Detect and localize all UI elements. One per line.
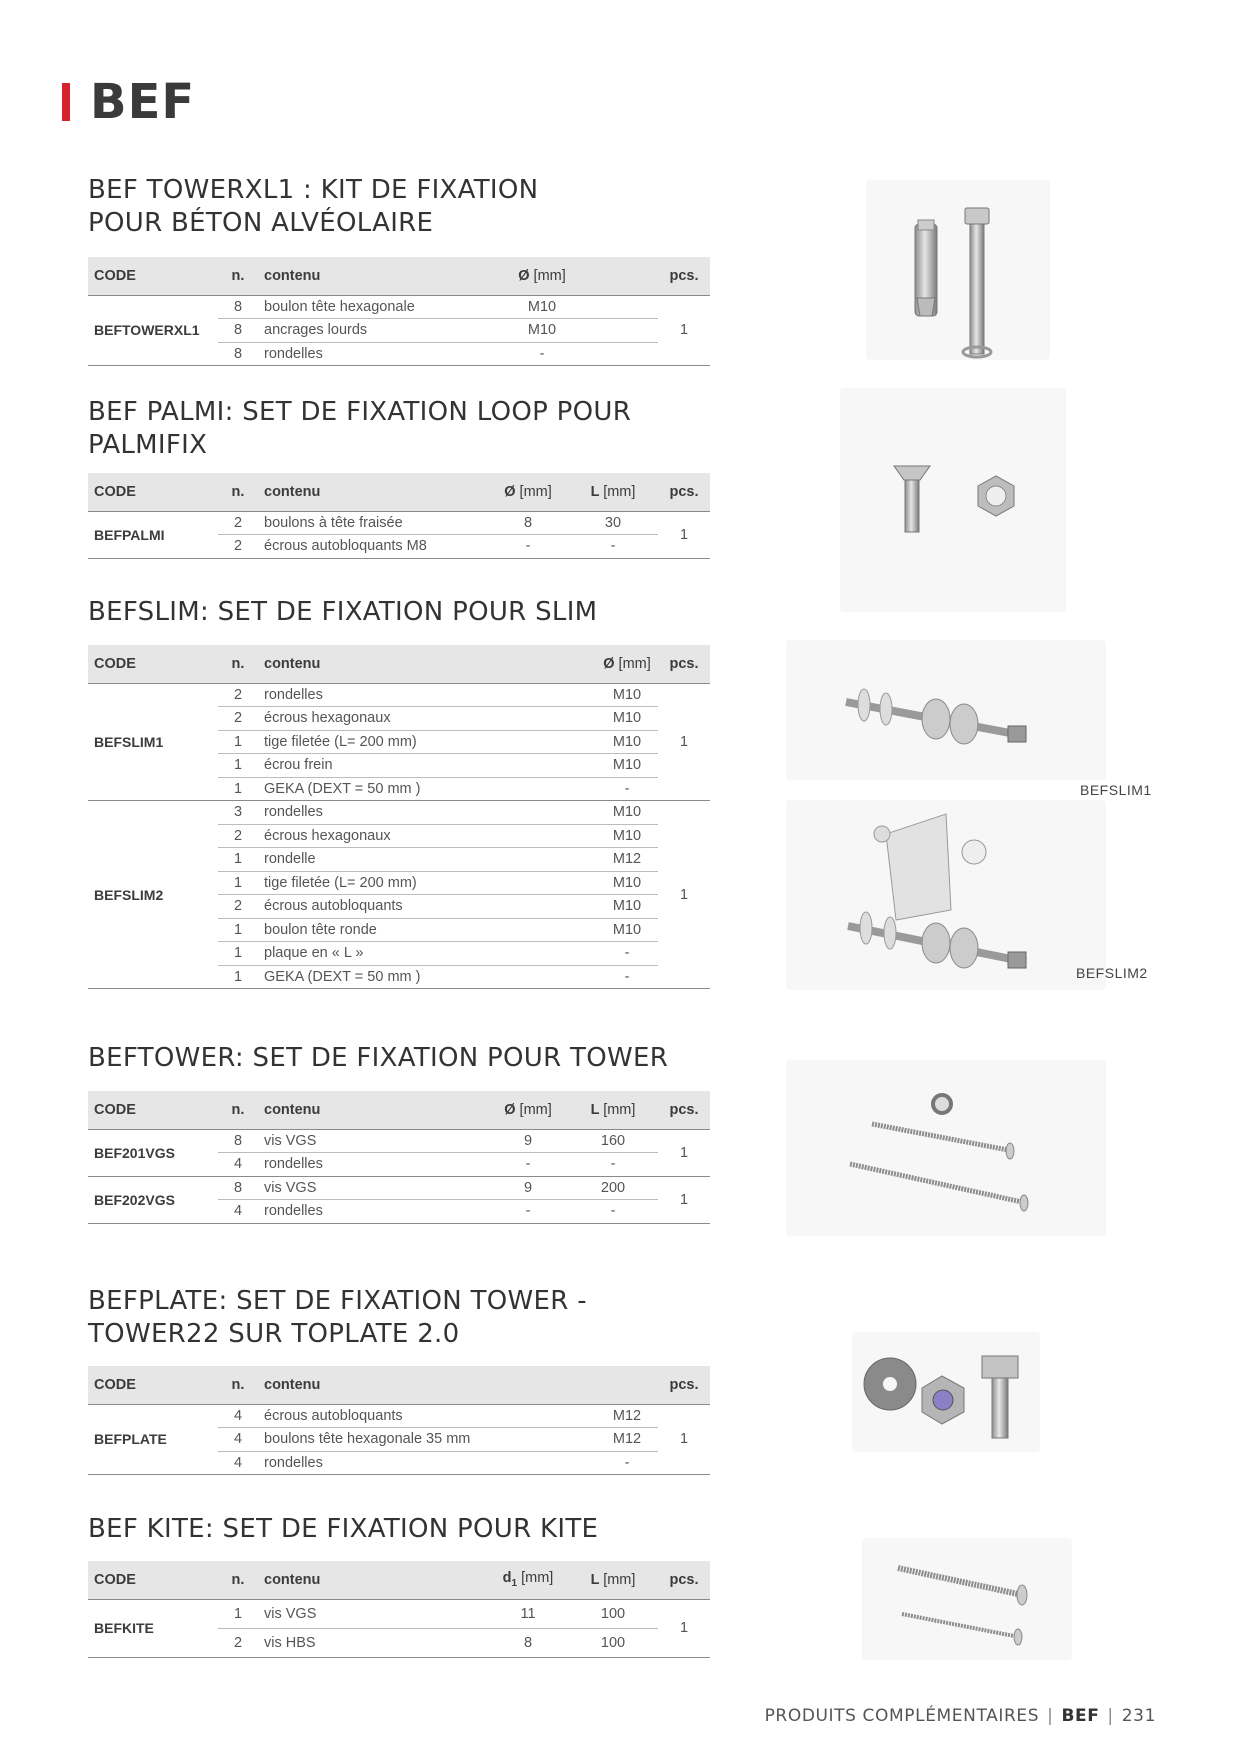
palmi-product-image — [840, 388, 1066, 612]
section-kite — [88, 1513, 710, 1658]
section-title: BEF PALMI: SET DE FIXATION LOOP POUR PALMIFIX — [88, 397, 632, 460]
product-code: BEFKITE — [88, 1599, 218, 1657]
slim1-product-image — [786, 640, 1106, 780]
product-code: BEFTOWERXL1 — [88, 295, 218, 366]
section-towerxl1 — [88, 174, 710, 366]
product-code: BEFSLIM2 — [88, 801, 218, 989]
footer-category: PRODUITS COMPLÉMENTAIRES — [764, 1706, 1040, 1726]
slim2-caption: BEFSLIM2 — [1076, 965, 1148, 981]
section-title: BEF KITE: SET DE FIXATION POUR KITE — [88, 1514, 599, 1544]
slim2-product-image — [786, 800, 1106, 990]
section-title: BEFTOWER: SET DE FIXATION POUR TOWER — [88, 1043, 669, 1073]
product-code: BEF202VGS — [88, 1176, 218, 1223]
page-footer: PRODUITS COMPLÉMENTAIRES | BEF | 231 — [764, 1706, 1156, 1726]
page-title — [62, 74, 196, 130]
section-palmi — [88, 396, 710, 559]
section-tower — [88, 1042, 710, 1224]
section-title: BEF TOWERXL1 : KIT DE FIXATION POUR BÉTON ALVÉOLAIRE — [88, 175, 539, 238]
title-accent-bar — [62, 83, 70, 121]
product-code: BEF201VGS — [88, 1129, 218, 1176]
product-code: BEFPLATE — [88, 1404, 218, 1475]
spec-table: CODE n. contenu Ø [mm] L [mm] pcs. BEF201VGS 8 vis VGS 9 160 1 4 rondelles - - BEF202VGS 8 vis VGS 9 200 1 4 rondelles - - — [88, 1091, 710, 1224]
section-slim — [88, 596, 710, 989]
tower-product-image — [786, 1060, 1106, 1236]
product-code: BEFPALMI — [88, 511, 218, 558]
spec-table: CODE n. contenu pcs. BEFPLATE 4 écrous autobloquants M12 1 4 boulons tête hexagonale 35 mm M12 4 rondelles - — [88, 1366, 710, 1475]
product-code: BEFSLIM1 — [88, 683, 218, 801]
spec-table: CODE n. contenu Ø [mm] L [mm] pcs. BEFPALMI 2 boulons à tête fraisée 8 30 1 2 écrous autobloquants M8 - - — [88, 473, 710, 559]
kite-product-image — [862, 1538, 1072, 1660]
page-number: 231 — [1121, 1706, 1156, 1726]
plate-product-image — [852, 1332, 1040, 1452]
section-title: BEFSLIM: SET DE FIXATION POUR SLIM — [88, 597, 598, 627]
spec-table: CODE n. contenu Ø [mm] pcs. BEFTOWERXL1 8 boulon tête hexagonale M10 1 8 ancrages lourds M10 8 rondelles - — [88, 257, 710, 366]
section-plate — [88, 1285, 710, 1475]
spec-table: CODE n. contenu $d_1$ [mm] L [mm] pcs. BEFKITE 1 vis VGS 11 100 1 2 vis HBS 8 100 — [88, 1561, 710, 1658]
spec-table: CODE n. contenu Ø [mm] pcs. BEFSLIM1 2 rondelles M10 1 2 écrous hexagonaux M10 1 tige filetée (L= 200 mm) M10 1 écrou frein M10 1 GEKA (DEXT = 50 mm ) - BEFSLIM2 3 rondelles M10 1 2 écrous hexagonaux M10 1 rondelle M12 1 tige filetée (L= 200 mm) M10 2 écrous autobloquants M10 1 boulon tête ronde M10 1 plaque en « L » - 1 GEKA (DEXT = 50 mm ) - — [88, 645, 710, 989]
slim1-caption: BEFSLIM1 — [1080, 782, 1152, 798]
page-title-text: BEF — [90, 74, 196, 130]
towerxl1-product-image — [866, 180, 1050, 360]
footer-section: BEF — [1061, 1706, 1100, 1726]
section-title: BEFPLATE: SET DE FIXATION TOWER - TOWER22 SUR TOPLATE 2.0 — [88, 1286, 587, 1349]
